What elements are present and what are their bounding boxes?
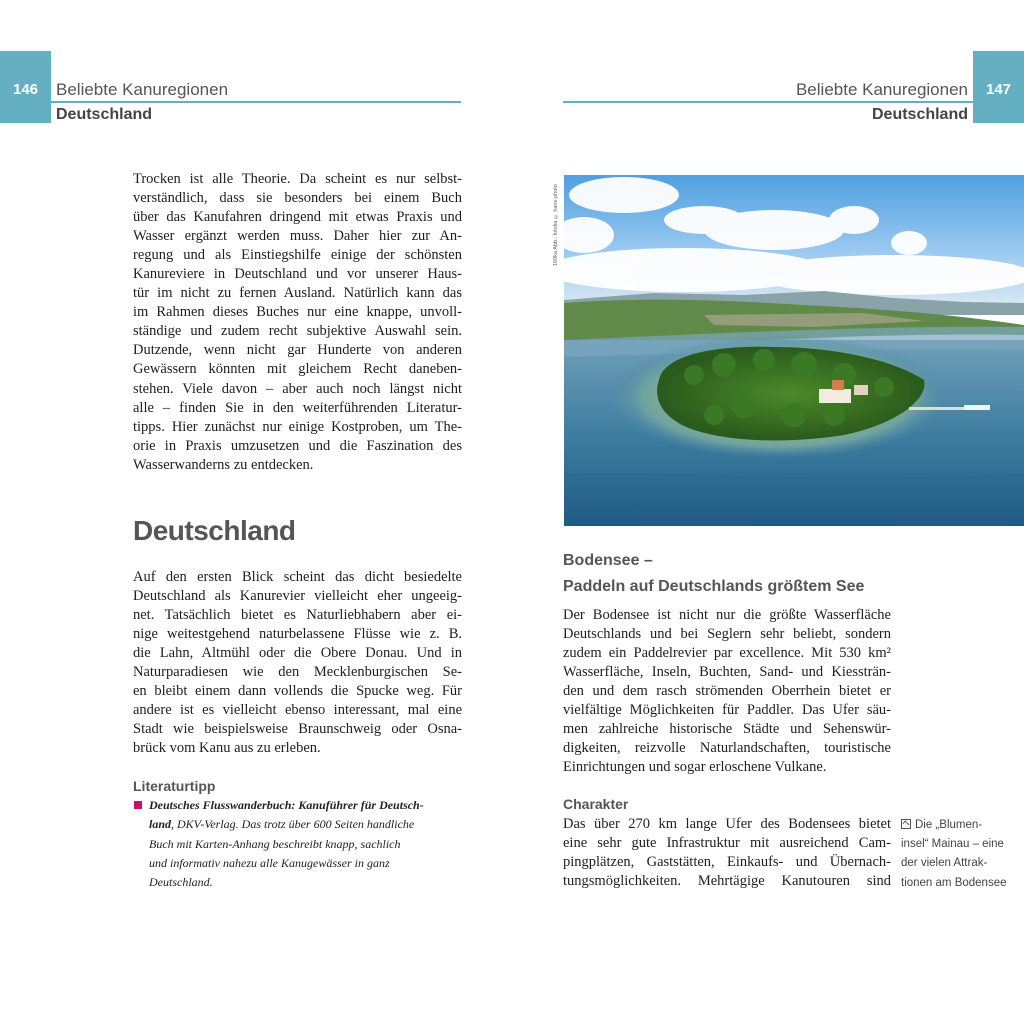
text-line: net. Tatsächlich bietet es Naturliebhabern aber ei- [133, 607, 462, 624]
text-line: tür im nicht zu fernen Ausland. Natürlich kann das [133, 285, 462, 302]
text-line: zudem ein Paddelrevier par excellence. Mit 530 km² [563, 645, 891, 662]
text-line: regung und als Einstiegshilfe einige der schönsten [133, 247, 462, 264]
tip-publisher: , DKV-Verlag. Das trotz über 600 Seiten handliche [171, 817, 415, 832]
text-line: Deutschland als Kanurevier vielleicht eher ungeeig- [133, 588, 462, 605]
text-line: stehen. Viele davon – aber auch noch längst nicht [133, 380, 462, 397]
text-line: die Lahn, Altmühl oder die Obere Donau. Und in [133, 645, 462, 662]
running-header-subsection-right: Deutschland [871, 106, 968, 123]
text-line: vielfältige Möglichkeiten für Paddler. Das Ufer säu- [563, 702, 891, 719]
text-line: Deutschlands und bei Seglern sehr beliebt, sondern [563, 626, 891, 643]
text-line: tipps. Hier zunächst nur einige Kostproben, um The- [133, 418, 462, 435]
photo-credit: 169ka Abb.: fotolia © hans-photo [553, 184, 559, 266]
text-line: alle – finden Sie in den weiterführenden Literatur- [133, 399, 462, 416]
caption-line: Die „Blumen- [915, 819, 983, 831]
bodensee-heading [563, 548, 864, 600]
text-line: verständlich, dass sie besonders bei einem Buch [133, 190, 462, 207]
text-line: Gewässern könnten mit gleichem Recht daneben- [133, 361, 462, 378]
text-line: Auf den ersten Blick scheint das dicht besiedelte [133, 569, 462, 585]
charakter-paragraph [563, 815, 891, 891]
text-line: Einrichtungen und sogar erloschene Vulkane. [563, 759, 827, 776]
caption-line: tionen am Bodensee [901, 876, 1007, 889]
running-header-section-right: Beliebte Kanuregionen [795, 80, 968, 99]
text-line: nige weitestgehend naturbelassene Flüsse wie z. B. [133, 626, 462, 643]
text-line: Wasserwanderns zu entdecken. [133, 456, 314, 473]
text-line: Wasserfläche, Inseln, Buchten, Sand- und Kiessträn- [563, 664, 891, 681]
caption-line: insel“ Mainau – eine [901, 838, 1004, 851]
header-rule-right [563, 101, 973, 103]
text-line: men zahlreiche historische Städte und Sehenswür- [563, 721, 891, 738]
bodensee-heading-line: Bodensee – [563, 552, 653, 569]
tip-book-title: Deutsches Flusswanderbuch: Kanuführer für Deutsch- [149, 798, 424, 812]
text-line: andere ist es vielleicht ebenso interessant, mal eine [133, 702, 462, 719]
text-line: eine sehr gute Infrastruktur mit ausreichend Cam- [563, 835, 891, 852]
literature-tip-text [149, 796, 454, 892]
text-line: ständige und zudem recht subjektive Auswahl sein. [133, 323, 462, 340]
text-line: en bleibt einem dann vollends die Spucke weg. Für [133, 683, 462, 700]
bodensee-heading-line: Paddeln auf Deutschlands größtem See [563, 578, 865, 595]
literature-tip-heading: Literaturtipp [133, 778, 216, 794]
charakter-heading: Charakter [563, 796, 629, 812]
page-number-right: 147 [985, 81, 1012, 98]
text-line: Der Bodensee ist nicht nur die größte Wasserfläche [563, 607, 891, 623]
header-rule-left [51, 101, 461, 103]
tip-line: Deutschland. [149, 875, 213, 890]
text-line: brück vom Kanu aus zu erleben. [133, 740, 321, 757]
tip-book-title-cont: land [149, 817, 172, 832]
text-line: im Rahmen dieses Buches nur eine knappe, unvoll- [133, 304, 462, 321]
section-heading-deutschland: Deutschland [133, 515, 296, 546]
text-line: digkeiten, reizvolle Naturlandschaften, touristische [563, 740, 891, 757]
running-header-section-left: Beliebte Kanuregionen [56, 80, 229, 99]
tip-bullet-icon [134, 801, 142, 809]
photo-caption [901, 816, 1021, 893]
photo-reference-icon [901, 819, 911, 829]
page-number-left: 146 [12, 81, 39, 98]
intro-paragraph [133, 170, 462, 475]
page-number-tab-left [0, 51, 51, 123]
text-line: Trocken ist alle Theorie. Da scheint es nur selbst- [133, 171, 462, 187]
text-line: über das Kanufahren dringend mit etwas Praxis und [133, 209, 462, 226]
mainau-aerial-photo [564, 175, 1024, 526]
text-line: den und dem rasch strömenden Oberrhein bietet er [563, 683, 891, 700]
bodensee-paragraph [563, 606, 891, 777]
tip-line: und informativ nahezu alle Kanugewässer in ganz [149, 855, 390, 870]
text-line: Das über 270 km lange Ufer des Bodensees bietet [563, 816, 891, 832]
deutschland-paragraph [133, 568, 462, 758]
tip-line: Buch mit Karten-Anhang beschreibt knapp, sachlich [149, 836, 401, 851]
text-line: tungsmöglichkeiten. Mehrtägige Kanutouren sind [563, 873, 891, 890]
text-line: Stadt wie beispielsweise Braunschweig oder Osna- [133, 721, 462, 738]
text-line: pingplätzen, Gaststätten, Einkaufs- und Übernach- [563, 854, 891, 871]
running-header-subsection-left: Deutschland [56, 106, 153, 123]
caption-line: der vielen Attrak- [901, 857, 988, 870]
page-number-tab-right [973, 51, 1024, 123]
text-line: orie in Praxis umzusetzen und die Faszination des [133, 437, 462, 454]
text-line: Naturparadiesen wie den Mecklenburgischen Se- [133, 664, 462, 681]
text-line: Dutzende, wenn nicht gar Hunderte von anderen [133, 342, 462, 359]
text-line: Kanureviere in Deutschland und vor unserer Haus- [133, 266, 462, 283]
text-line: Wasser ergänzt werden muss. Daher hier zur An- [133, 228, 462, 245]
